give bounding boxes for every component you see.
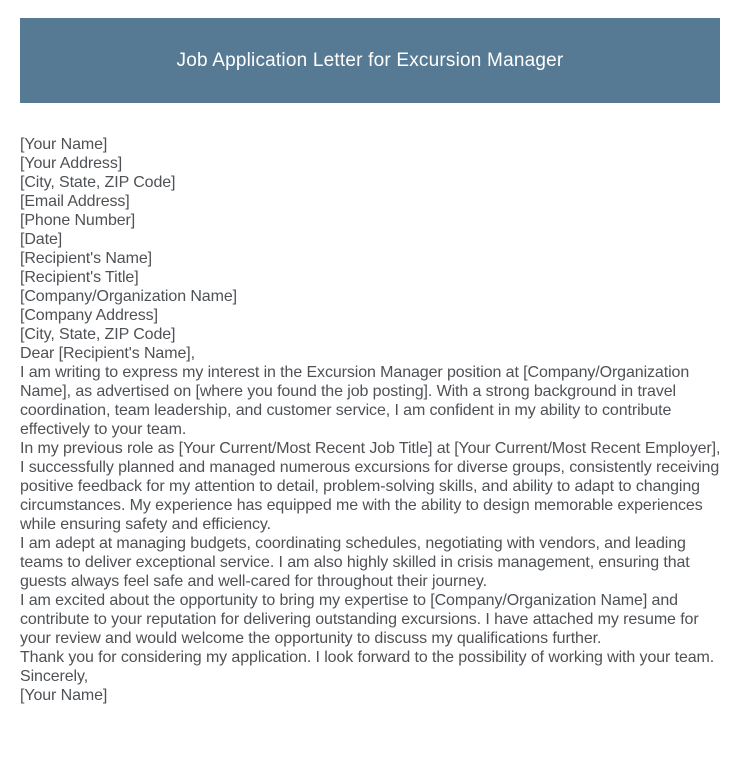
address-line-recipient-name: [Recipient's Name] <box>20 250 152 267</box>
page-title: Job Application Letter for Excursion Manager <box>176 49 564 71</box>
letter-body <box>20 135 726 705</box>
header-banner <box>20 18 720 103</box>
address-line-city-state-zip: [City, State, ZIP Code] <box>20 174 176 191</box>
signature: [Your Name] <box>20 687 108 704</box>
address-line-phone: [Phone Number] <box>20 212 136 229</box>
address-line-company-name: [Company/Organization Name] <box>20 288 237 305</box>
address-line-company-city-state-zip: [City, State, ZIP Code] <box>20 326 176 343</box>
paragraph-experience: In my previous role as [Your Current/Most Recent Job Title] at [Your Current/Most Recent Employer], I successfully planned and managed numerous excursions for diverse groups, consistently receiving positive feedback for my attention to detail, problem-solving skills, and ability to adapt to changing circumstances. My experience has equipped me with the ability to design memorable experiences while ensuring safety and efficiency. <box>20 440 721 533</box>
address-line-recipient-title: [Recipient's Title] <box>20 269 139 286</box>
closing: Sincerely, <box>20 668 89 685</box>
salutation: Dear [Recipient's Name], <box>20 345 195 362</box>
paragraph-enthusiasm: I am excited about the opportunity to bring my expertise to [Company/Organization Name] and contribute to your reputation for delivering outstanding excursions. I have attached my resume for your review and would welcome the opportunity to discuss my qualifications further. <box>20 592 699 647</box>
paragraph-thanks: Thank you for considering my application. I look forward to the possibility of working with your team. <box>20 649 715 666</box>
paragraph-skills: I am adept at managing budgets, coordinating schedules, negotiating with vendors, and leading teams to deliver exceptional service. I am also highly skilled in crisis management, ensuring that guests always feel safe and well-cared for throughout their journey. <box>20 535 690 590</box>
paragraph-intro: I am writing to express my interest in the Excursion Manager position at [Company/Organization Name], as advertised on [where you found the job posting]. With a strong background in travel coordination, team leadership, and customer service, I am confident in my ability to contribute effectively to your team. <box>20 364 690 438</box>
address-line-company-address: [Company Address] <box>20 307 158 324</box>
address-line-date: [Date] <box>20 231 63 248</box>
address-line-your-address: [Your Address] <box>20 155 123 172</box>
address-line-email: [Email Address] <box>20 193 130 210</box>
address-line-your-name: [Your Name] <box>20 136 108 153</box>
